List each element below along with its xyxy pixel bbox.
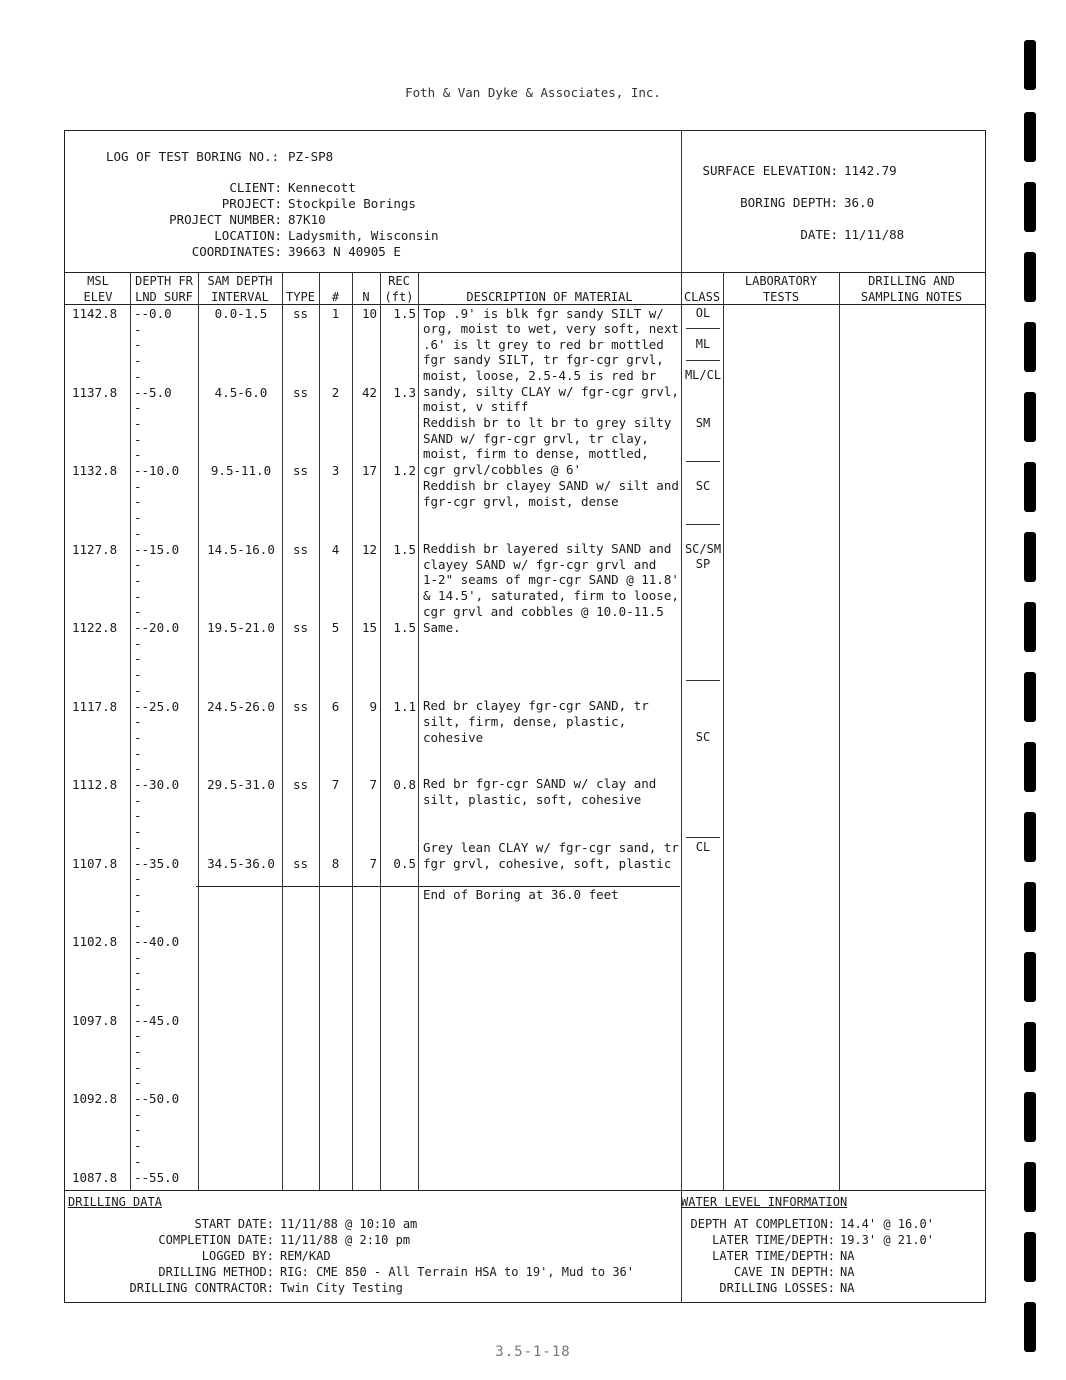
- binder-punch-mark: [1024, 882, 1036, 932]
- description-line: Red br fgr-cgr SAND w/ clay and: [423, 776, 657, 791]
- elevation-value: 1122.8: [72, 620, 118, 635]
- col-divider-class: [723, 272, 724, 1190]
- drilling-data-title: DRILLING DATA: [68, 1195, 162, 1209]
- description-line: moist, loose, 2.5-4.5 is red br: [423, 368, 657, 383]
- drilling-losses-label: DRILLING LOSSES:: [719, 1281, 835, 1295]
- depth-tick-mark: -: [134, 494, 142, 510]
- col-divider-msl: [130, 272, 131, 1190]
- sample-type: ss: [292, 463, 309, 478]
- client-value: Kennecott: [288, 180, 356, 195]
- depth-tick-mark: -: [134, 572, 142, 588]
- binder-punch-mark: [1024, 462, 1036, 512]
- binder-punch-mark: [1024, 1092, 1036, 1142]
- sample-recovery: 1.2: [393, 463, 416, 478]
- col-divider-desc: [681, 272, 682, 1190]
- col-divider-rec: [418, 272, 419, 1190]
- later-time-depth-value-1: 19.3' @ 21.0': [840, 1233, 934, 1247]
- date-value: 11/11/88: [844, 227, 905, 242]
- description-line: Reddish br clayey SAND w/ silt and: [423, 478, 679, 493]
- class-sm: SM: [695, 416, 711, 430]
- description-line: Reddish br to lt br to grey silty: [423, 415, 672, 430]
- col-divider-type: [319, 272, 320, 1190]
- sample-number: 4: [331, 541, 340, 557]
- class-divider: [686, 837, 720, 838]
- sample-n-value: 7: [369, 855, 377, 871]
- description-line: Top .9' is blk fgr sandy SILT w/: [423, 306, 664, 321]
- depth-tick-mark: -: [134, 761, 142, 777]
- sample-type: ss: [292, 306, 309, 321]
- binder-punch-mark: [1024, 322, 1036, 372]
- column-header-divider: [64, 304, 986, 305]
- col-header-interval: INTERVAL: [211, 290, 269, 304]
- description-line: fgr-cgr grvl, moist, dense: [423, 494, 619, 509]
- class-divider: [686, 461, 720, 462]
- depth-tick-mark: -: [134, 510, 142, 526]
- description-line: clayey SAND w/ fgr-cgr grvl and: [423, 557, 657, 572]
- depth-tick-mark: -: [134, 478, 142, 494]
- class-cl: CL: [695, 840, 711, 854]
- depth-tick-mark: -: [134, 1153, 142, 1169]
- sample-type: ss: [292, 855, 309, 871]
- sample-n-value: 42: [361, 384, 377, 400]
- binder-punch-mark: [1024, 252, 1036, 302]
- class-divider: [686, 680, 720, 681]
- description-line: Reddish br layered silty SAND and: [423, 541, 672, 556]
- description-line: Same.: [423, 620, 461, 635]
- depth-tick-mark: -: [134, 824, 142, 840]
- description-line: SAND w/ fgr-cgr grvl, tr clay,: [423, 431, 649, 446]
- sample-type: ss: [292, 384, 309, 400]
- col-header-sam-depth: SAM DEPTH: [207, 274, 273, 288]
- sample-type: ss: [292, 541, 309, 557]
- binder-punch-mark: [1024, 1022, 1036, 1072]
- drilling-method-value: RIG: CME 850 - All Terrain HSA to 19', Mud to 36': [280, 1265, 635, 1279]
- binder-punch-mark: [1024, 182, 1036, 232]
- log-boring-label: LOG OF TEST BORING NO.:: [106, 149, 280, 164]
- elevation-value: 1132.8: [72, 463, 118, 478]
- sample-n-value: 10: [361, 306, 377, 321]
- depth-value: --40.0: [134, 934, 180, 949]
- depth-tick-mark: -: [134, 1122, 142, 1138]
- col-header-rec-ft: (ft): [384, 290, 414, 304]
- depth-tick-mark: -: [134, 321, 142, 337]
- col-header-lnd-surf: LND SURF: [135, 290, 193, 304]
- description-line: moist, v stiff: [423, 399, 529, 414]
- description-line: Red br clayey fgr-cgr SAND, tr: [423, 698, 649, 713]
- class-divider: [686, 360, 720, 361]
- col-header-n: N: [362, 290, 370, 304]
- class-ol: OL: [695, 306, 711, 320]
- class-sc-sm: SC/SM: [684, 542, 722, 556]
- depth-tick-mark: -: [134, 965, 142, 981]
- depth-tick-mark: -: [134, 431, 142, 447]
- sample-recovery: 0.5: [393, 855, 416, 871]
- col-header-elev: ELEV: [83, 290, 113, 304]
- start-date-label: START DATE:: [194, 1217, 274, 1231]
- depth-value: --25.0: [134, 698, 180, 714]
- logged-by-label: LOGGED BY:: [201, 1249, 274, 1263]
- completion-date-label: COMPLETION DATE:: [158, 1233, 274, 1247]
- depth-tick-mark: -: [134, 415, 142, 431]
- depth-tick-mark: -: [134, 886, 142, 902]
- sample-n-value: 15: [361, 620, 377, 635]
- drilling-contractor-value: Twin City Testing: [280, 1281, 403, 1295]
- elevation-value: 1142.8: [72, 306, 118, 321]
- sample-interval: 29.5-31.0: [207, 777, 275, 792]
- depth-value: --45.0: [134, 1012, 180, 1028]
- description-line: fgr sandy SILT, tr fgr-cgr grvl,: [423, 352, 664, 367]
- drilling-losses-value: NA: [840, 1281, 855, 1295]
- drilling-method-label: DRILLING METHOD:: [158, 1265, 274, 1279]
- depth-value: --10.0: [134, 463, 180, 478]
- company-name: Foth & Van Dyke & Associates, Inc.: [405, 85, 661, 100]
- description-line: cgr grvl/cobbles @ 6': [423, 462, 582, 477]
- project-number-label: PROJECT NUMBER:: [169, 212, 282, 227]
- description-line: moist, firm to dense, mottled,: [423, 446, 649, 461]
- binder-punch-mark: [1024, 1232, 1036, 1282]
- depth-value: --0.0: [134, 306, 172, 321]
- surface-elevation-label: SURFACE ELEVATION:: [702, 163, 838, 178]
- location-value: Ladysmith, Wisconsin: [288, 228, 439, 243]
- cave-in-depth-label: CAVE IN DEPTH:: [733, 1265, 835, 1279]
- class-divider: [686, 524, 720, 525]
- depth-value: --35.0: [134, 855, 180, 871]
- boring-depth-value: 36.0: [844, 195, 875, 210]
- binder-punch-mark: [1024, 672, 1036, 722]
- surface-elevation-value: 1142.79: [844, 163, 897, 178]
- sample-number: 5: [331, 620, 340, 635]
- class-ml: ML: [695, 337, 711, 351]
- location-label: LOCATION:: [214, 228, 282, 243]
- sample-recovery: 1.5: [393, 541, 416, 557]
- sample-interval: 14.5-16.0: [207, 541, 275, 557]
- binder-punch-mark: [1024, 812, 1036, 862]
- depth-tick-mark: -: [134, 447, 142, 463]
- col-header-description: DESCRIPTION OF MATERIAL: [466, 290, 633, 304]
- project-value: Stockpile Borings: [288, 196, 416, 211]
- header-divider: [64, 272, 986, 273]
- sample-recovery: 1.5: [393, 306, 416, 321]
- sample-type: ss: [292, 698, 309, 714]
- depth-value: --5.0: [134, 384, 172, 400]
- depth-tick-mark: -: [134, 949, 142, 965]
- log-boring-value: PZ-SP8: [288, 149, 334, 164]
- sample-interval: 24.5-26.0: [207, 698, 275, 714]
- depth-tick-mark: -: [134, 1028, 142, 1044]
- depth-tick-mark: -: [134, 400, 142, 416]
- depth-tick-mark: -: [134, 1043, 142, 1059]
- depth-tick-mark: -: [134, 902, 142, 918]
- sample-type: ss: [292, 777, 309, 792]
- elevation-value: 1087.8: [72, 1169, 118, 1185]
- depth-value: --30.0: [134, 777, 180, 792]
- description-line: 1-2" seams of mgr-cgr SAND @ 11.8': [423, 572, 679, 587]
- col-header-rec: REC: [388, 274, 410, 288]
- depth-tick-mark: -: [134, 1106, 142, 1122]
- col-divider-lab: [839, 272, 840, 1190]
- col-divider-num: [352, 272, 353, 1190]
- header-vertical-divider: [681, 130, 682, 272]
- sample-n-value: 9: [369, 698, 377, 714]
- page-number: 3.5-1-18: [495, 1344, 571, 1360]
- depth-value: --20.0: [134, 620, 180, 635]
- depth-tick-mark: -: [134, 792, 142, 808]
- class-sc-2: SC: [695, 730, 711, 744]
- depth-tick-mark: -: [134, 588, 142, 604]
- sample-recovery: 1.1: [393, 698, 416, 714]
- description-line: End of Boring at 36.0 feet: [423, 887, 619, 902]
- water-level-title: WATER LEVEL INFORMATION: [681, 1195, 848, 1209]
- depth-tick-mark: -: [134, 981, 142, 997]
- elevation-value: 1092.8: [72, 1091, 118, 1106]
- elevation-value: 1127.8: [72, 541, 118, 557]
- col-header-type: TYPE: [286, 290, 315, 304]
- description-line: & 14.5', saturated, firm to loose,: [423, 588, 679, 603]
- col-divider-depth: [198, 272, 199, 1190]
- sample-interval: 34.5-36.0: [207, 855, 275, 871]
- depth-value: --50.0: [134, 1091, 180, 1106]
- depth-tick-mark: -: [134, 337, 142, 353]
- sample-interval: 4.5-6.0: [214, 384, 268, 400]
- binder-punch-mark: [1024, 742, 1036, 792]
- sample-n-value: 17: [361, 463, 377, 478]
- start-date-value: 11/11/88 @ 10:10 am: [280, 1217, 418, 1231]
- depth-tick-mark: -: [134, 651, 142, 667]
- sample-number: 8: [331, 855, 340, 871]
- elevation-value: 1112.8: [72, 777, 118, 792]
- sample-n-value: 12: [361, 541, 377, 557]
- sample-n-value: 7: [369, 777, 377, 792]
- sample-number: 3: [331, 463, 340, 478]
- sample-number: 6: [331, 698, 340, 714]
- depth-tick-mark: -: [134, 368, 142, 384]
- coordinates-label: COORDINATES:: [191, 244, 282, 259]
- col-header-num: #: [331, 290, 340, 304]
- description-line: sandy, silty CLAY w/ fgr-cgr grvl,: [423, 384, 679, 399]
- binder-punch-mark: [1024, 1302, 1036, 1352]
- project-number-value: 87K10: [288, 212, 326, 227]
- binder-punch-mark: [1024, 392, 1036, 442]
- col-header-msl: MSL: [87, 274, 109, 288]
- sample-interval: 0.0-1.5: [214, 306, 268, 321]
- col-header-drilling-and: DRILLING AND: [868, 274, 955, 288]
- depth-tick-mark: -: [134, 1138, 142, 1154]
- binder-punch-mark: [1024, 112, 1036, 162]
- sample-interval: 9.5-11.0: [210, 463, 272, 478]
- sample-recovery: 1.3: [393, 384, 416, 400]
- sample-number: 2: [331, 384, 340, 400]
- binder-punch-mark: [1024, 40, 1036, 90]
- depth-tick-mark: -: [134, 525, 142, 541]
- depth-tick-mark: -: [134, 996, 142, 1012]
- depth-tick-mark: -: [134, 839, 142, 855]
- sample-interval: 19.5-21.0: [207, 620, 275, 635]
- depth-tick-mark: -: [134, 808, 142, 824]
- table-bottom-divider: [64, 1190, 986, 1191]
- depth-tick-mark: -: [134, 714, 142, 730]
- depth-tick-mark: -: [134, 667, 142, 683]
- cave-in-depth-value: NA: [840, 1265, 855, 1279]
- description-line: .6' is lt grey to red br mottled: [423, 337, 664, 352]
- sample-number: 7: [331, 777, 340, 792]
- depth-tick-mark: -: [134, 604, 142, 620]
- binder-punch-mark: [1024, 602, 1036, 652]
- class-sc: SC: [695, 479, 711, 493]
- coordinates-value: 39663 N 40905 E: [288, 244, 401, 259]
- date-label: DATE:: [800, 227, 838, 242]
- sample-recovery: 1.5: [393, 620, 416, 635]
- depth-value: --55.0: [134, 1169, 180, 1185]
- sample-number: 1: [331, 306, 340, 321]
- depth-tick-mark: -: [134, 1059, 142, 1075]
- elevation-value: 1117.8: [72, 698, 118, 714]
- col-header-sampling-notes: SAMPLING NOTES: [860, 290, 963, 304]
- elevation-value: 1137.8: [72, 384, 118, 400]
- depth-tick-mark: -: [134, 353, 142, 369]
- boring-depth-label: BORING DEPTH:: [740, 195, 838, 210]
- later-time-depth-label-2: LATER TIME/DEPTH:: [712, 1249, 835, 1263]
- depth-tick-mark: -: [134, 918, 142, 934]
- depth-tick-mark: -: [134, 871, 142, 887]
- depth-tick-mark: -: [134, 745, 142, 761]
- depth-value: --15.0: [134, 541, 180, 557]
- description-line: Grey lean CLAY w/ fgr-cgr sand, tr: [423, 840, 679, 855]
- later-time-depth-value-2: NA: [840, 1249, 855, 1263]
- binder-punch-mark: [1024, 952, 1036, 1002]
- col-header-tests: TESTS: [762, 290, 800, 304]
- description-line: org, moist to wet, very soft, next: [423, 321, 679, 336]
- depth-at-completion-label: DEPTH AT COMPLETION:: [690, 1217, 835, 1231]
- class-divider: [686, 328, 720, 329]
- col-header-laboratory: LABORATORY: [744, 274, 818, 288]
- description-line: silt, plastic, soft, cohesive: [423, 792, 642, 807]
- completion-date-value: 11/11/88 @ 2:10 pm: [280, 1233, 411, 1247]
- col-header-depth-fr: DEPTH FR: [135, 274, 193, 288]
- sample-type: ss: [292, 620, 309, 635]
- sample-recovery: 0.8: [393, 777, 416, 792]
- description-line: fgr grvl, cohesive, soft, plastic: [423, 856, 672, 871]
- binder-punch-mark: [1024, 1162, 1036, 1212]
- col-divider-interval: [282, 272, 283, 1190]
- class-ml-cl: ML/CL: [684, 368, 722, 382]
- client-label: CLIENT:: [229, 180, 282, 195]
- elevation-value: 1097.8: [72, 1012, 118, 1028]
- description-line: cohesive: [423, 730, 484, 745]
- depth-tick-mark: -: [134, 635, 142, 651]
- class-sp: SP: [695, 557, 711, 571]
- col-header-class: CLASS: [683, 290, 721, 304]
- depth-tick-mark: -: [134, 557, 142, 573]
- later-time-depth-label-1: LATER TIME/DEPTH:: [712, 1233, 835, 1247]
- elevation-value: 1102.8: [72, 934, 118, 949]
- binder-punch-mark: [1024, 532, 1036, 582]
- depth-tick-mark: -: [134, 1075, 142, 1091]
- depth-at-completion-value: 14.4' @ 16.0': [840, 1217, 934, 1231]
- drilling-contractor-label: DRILLING CONTRACTOR:: [129, 1281, 274, 1295]
- description-line: cgr grvl and cobbles @ 10.0-11.5: [423, 604, 664, 619]
- logged-by-value: REM/KAD: [280, 1249, 331, 1263]
- description-line: silt, firm, dense, plastic,: [423, 714, 627, 729]
- elevation-value: 1107.8: [72, 855, 118, 871]
- col-divider-n: [380, 272, 381, 1190]
- project-label: PROJECT:: [221, 196, 282, 211]
- depth-tick-mark: -: [134, 729, 142, 745]
- depth-tick-mark: -: [134, 682, 142, 698]
